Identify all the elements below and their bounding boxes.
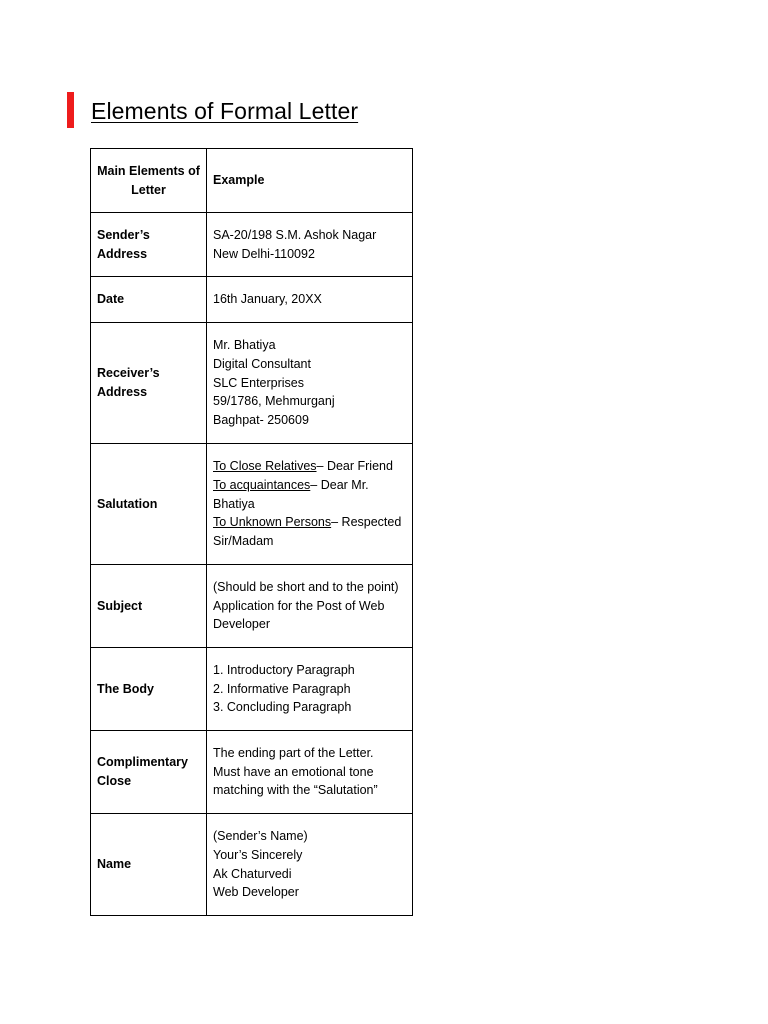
elements-table [90,148,413,916]
example-line: 1. Introductory Paragraph [213,662,355,677]
example-line: The ending part of the Letter. [213,745,374,760]
example-line: (Should be short and to the point) [213,579,399,594]
table-row [91,323,413,444]
example-line: Digital Consultant [213,356,311,371]
element-example [207,731,413,814]
salutation-audience: To Unknown Persons [213,515,332,530]
table-row [91,277,413,323]
element-name: Subject [91,565,207,648]
element-example [207,814,413,916]
example-line: Must have an emotional tone matching with the “Salutation” [213,764,378,798]
element-example [207,444,413,565]
example-line: SA-20/198 S.M. Ashok Nagar [213,227,377,242]
title-accent-bar [67,92,74,128]
salutation-audience: To Close Relatives [213,459,317,473]
example-line: Application for the Post of Web Developer [213,598,385,632]
example-line: 3. Concluding Paragraph [213,700,352,715]
example-line: SLC Enterprises [213,375,305,390]
example-line: (Sender’s Name) [213,828,308,843]
element-name: The Body [91,648,207,731]
element-example [207,648,413,731]
header-example: Example [207,149,413,213]
salutation-greeting: – Respected Sir/Madam [213,515,402,549]
element-name: Salutation [91,444,207,565]
salutation-item [213,513,406,551]
table-row [91,444,413,565]
example-line: Mr. Bhatiya [213,338,276,352]
table-header-row [91,149,413,213]
element-name: Receiver’s Address [91,323,207,444]
element-example [207,565,413,648]
example-line: 2. Informative Paragraph [213,681,351,696]
example-line: Ak Chaturvedi [213,866,292,881]
table-row [91,731,413,814]
table-row [91,565,413,648]
salutation-audience: To acquaintances [213,477,311,492]
element-example [207,323,413,444]
example-line: Baghpat- 250609 [213,413,309,428]
example-line: New Delhi-110092 [213,246,315,261]
salutation-item [213,476,406,514]
page-title: Elements of Formal Letter [91,98,359,124]
salutation-item [213,457,406,476]
table-row [91,814,413,916]
example-line: Web Developer [213,885,299,900]
element-name: Complimentary Close [91,731,207,814]
table-row [91,213,413,277]
element-name: Date [91,277,207,323]
element-name: Sender’s Address [91,213,207,277]
element-example [207,213,413,277]
salutation-greeting: – Dear Mr. Bhatiya [213,477,369,511]
example-line: 16th January, 20XX [213,292,322,307]
element-name: Name [91,814,207,916]
header-main-elements: Main Elements of Letter [91,149,207,213]
example-line: 59/1786, Mehmurganj [213,394,335,409]
salutation-greeting: – Dear Friend [316,459,393,473]
element-example [207,277,413,323]
table-row [91,648,413,731]
example-line: Your’s Sincerely [213,847,303,862]
